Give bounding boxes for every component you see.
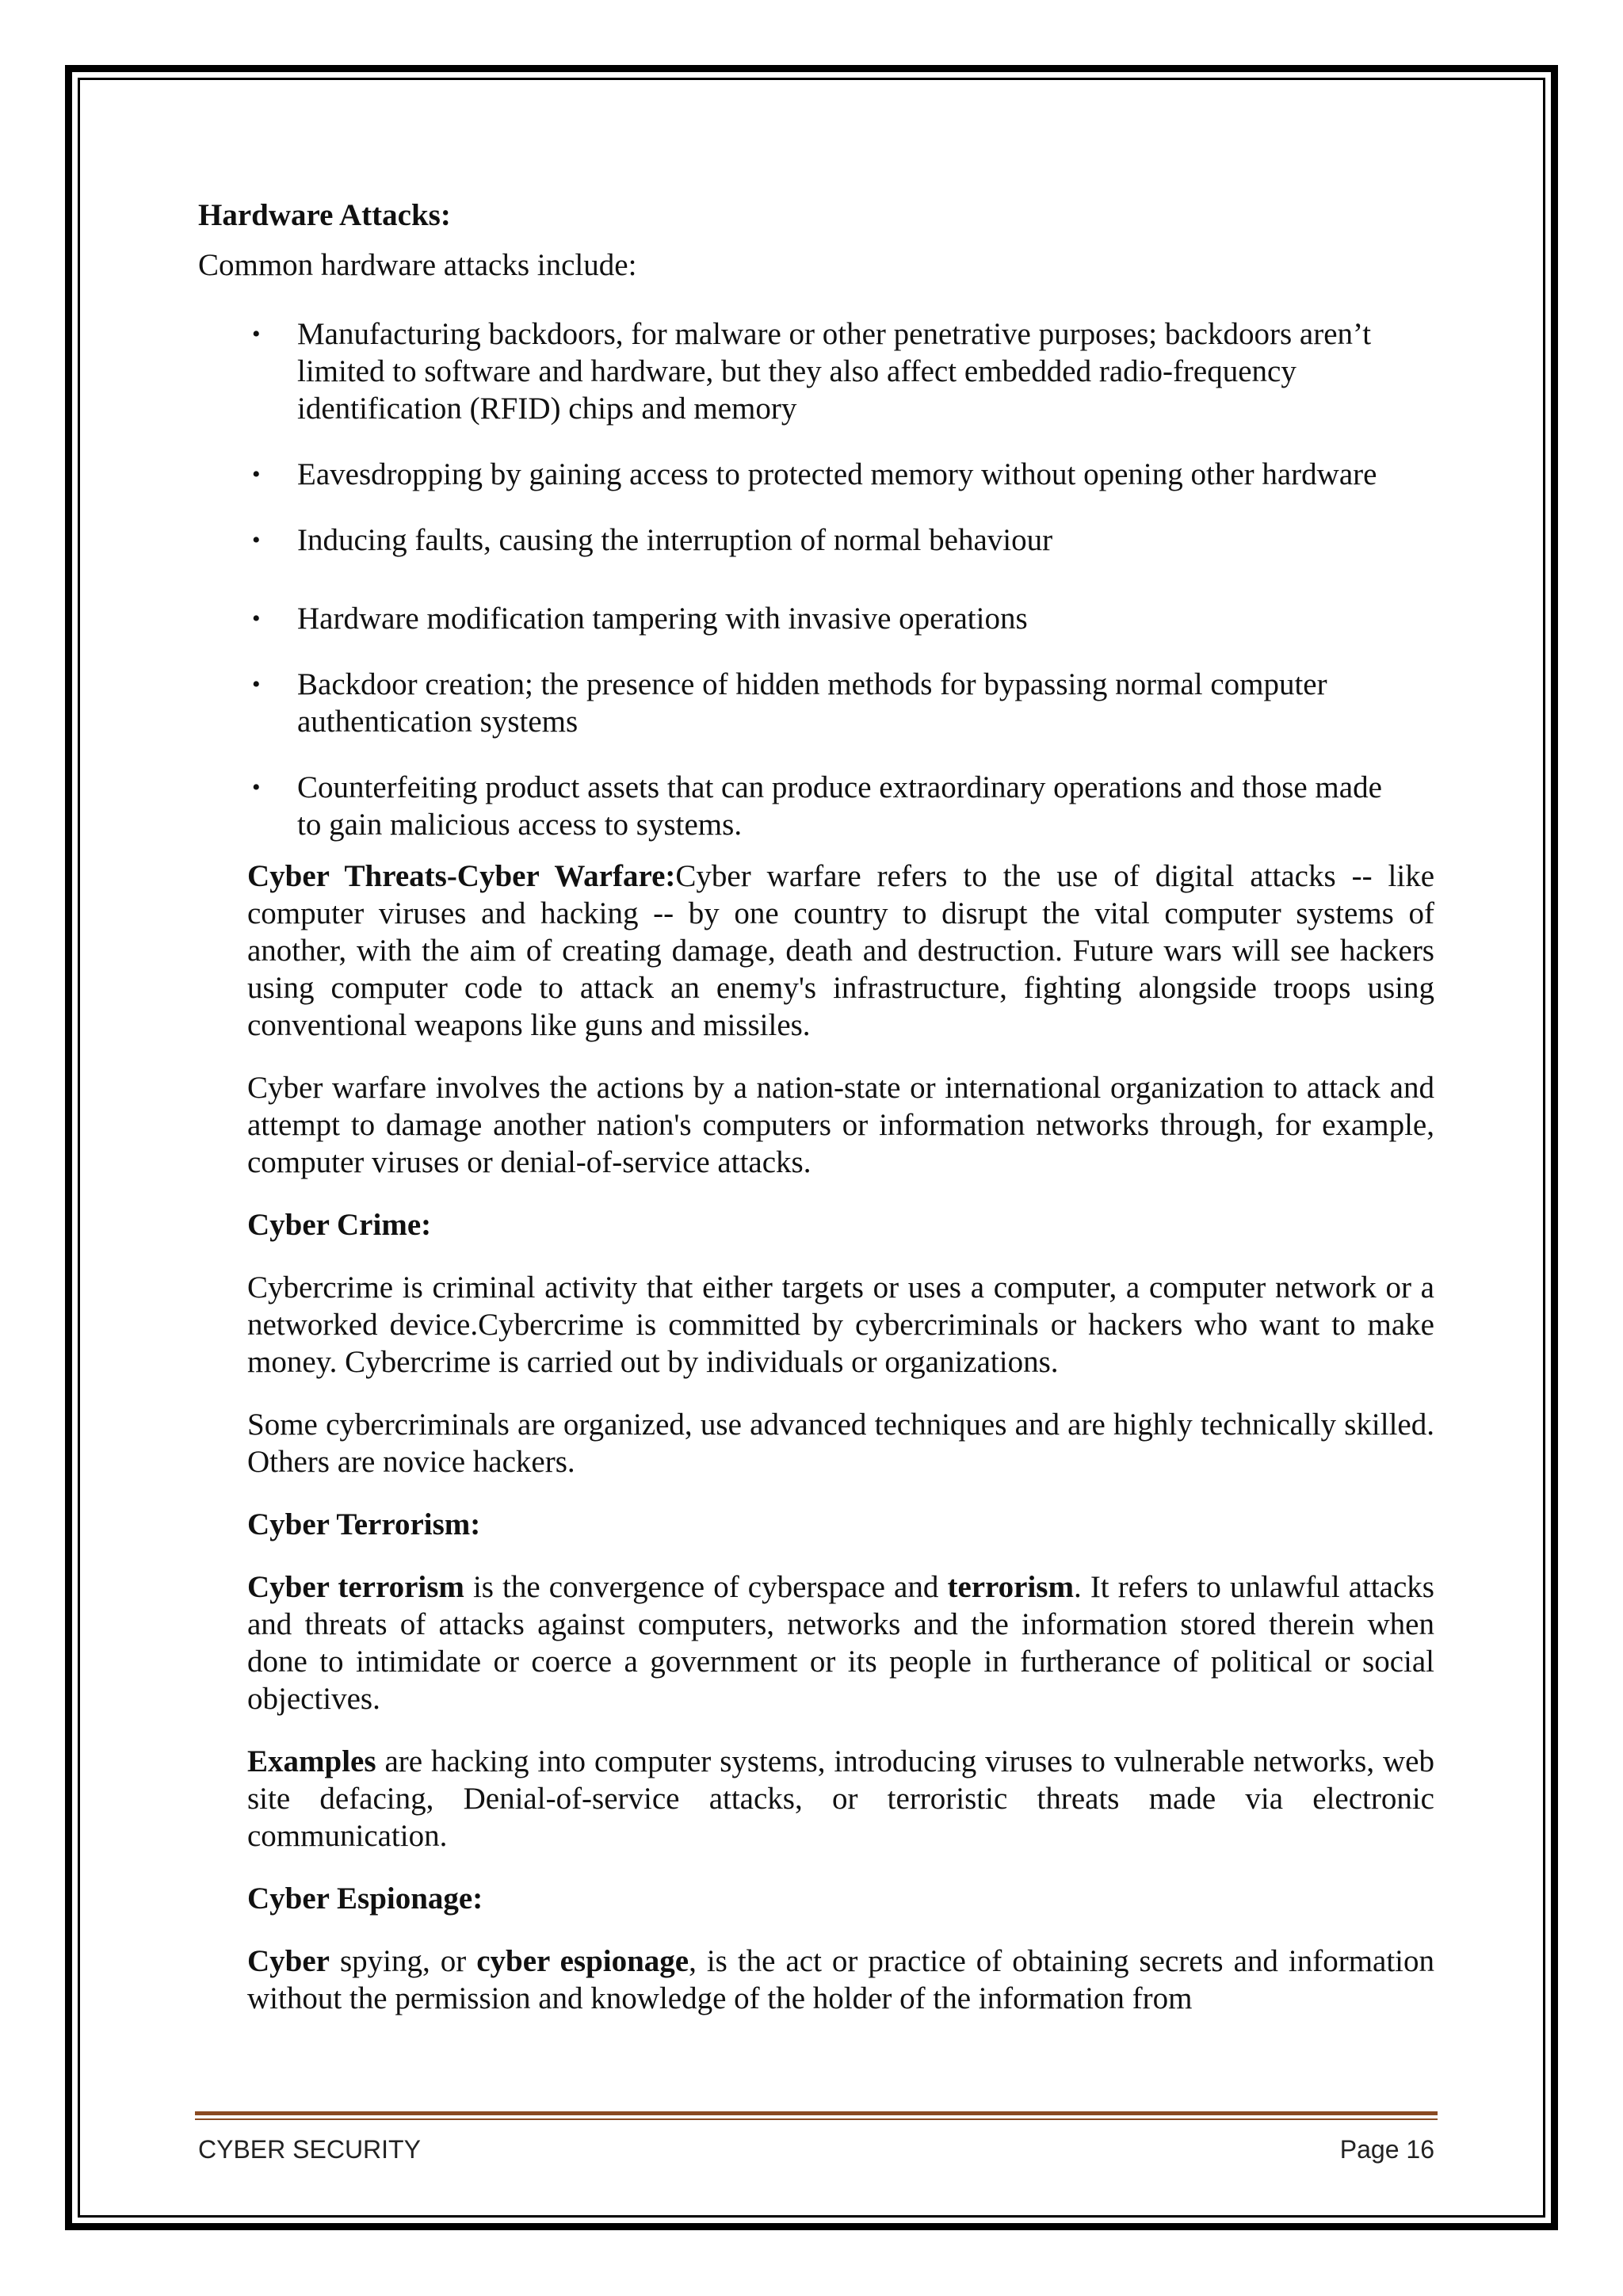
section-heading-cyber-crime: Cyber Crime: — [247, 1208, 432, 1242]
list-item: • Counterfeiting product assets that can produce extraordinary operations and those made to gain malicious access to systems. — [252, 770, 1382, 842]
footer-rule-thin — [195, 2118, 1438, 2120]
terrorism-paragraph-2: Examples are hacking into computer systems, introducing viruses to vulnerable networks, web site defacing, Denial-of-service attacks, or terroristic threats made via electronic communication. — [247, 1744, 1434, 1853]
bullet-icon: • — [252, 774, 261, 800]
list-item: • Manufacturing backdoors, for malware or other penetrative purposes; backdoors aren’t limited to software and hardware, but they also affect embedded radio-frequency identification (RFID) chips and memory — [252, 317, 1372, 426]
bullet-icon: • — [252, 606, 261, 632]
list-item: • Hardware modification tampering with invasive operations — [252, 602, 1028, 636]
intro-text: Common hardware attacks include: — [198, 248, 637, 282]
bullet-icon: • — [252, 321, 261, 347]
crime-paragraph-2: Some cybercriminals are organized, use advanced techniques and are highly technically skilled. Others are novice hackers. — [247, 1408, 1434, 1479]
footer-title: CYBER SECURITY — [198, 2135, 421, 2164]
hardware-attacks-list — [198, 315, 1434, 843]
warfare-paragraph-1: Cyber Threats-Cyber Warfare:Cyber warfare refers to the use of digital attacks -- like computer viruses and hacking -- by one country to disrupt the vital computer systems of another, with the aim of creating damage, death and destruction. Future wars will see hackers using computer code to attack an enemy's infrastructure, fighting alongside troops using conventional weapons like guns and missiles. — [247, 859, 1435, 1042]
body-block — [247, 858, 1434, 2017]
bullet-icon: • — [252, 461, 261, 487]
page-content — [198, 197, 1434, 2042]
espionage-paragraph-1: Cyber spying, or cyber espionage, is the act or practice of obtaining secrets and information without the permission and knowledge of the holder of the information from — [247, 1944, 1435, 2015]
bullet-icon: • — [252, 527, 261, 553]
list-item: • Eavesdropping by gaining access to protected memory without opening other hardware — [252, 457, 1377, 491]
section-heading-cyber-espionage: Cyber Espionage: — [247, 1881, 483, 1916]
crime-paragraph-1: Cybercrime is criminal activity that either targets or uses a computer, a computer network or a networked device.Cybercrime is committed by cybercriminals or hackers who want to make money. Cybercrime is carried out by individuals or organizations. — [247, 1270, 1434, 1379]
bullet-icon: • — [252, 671, 261, 697]
page-number: Page 16 — [1339, 2135, 1434, 2164]
warfare-title: Cyber Threats-Cyber Warfare: — [247, 859, 676, 893]
footer-rule-thick — [195, 2111, 1438, 2115]
list-item: • Backdoor creation; the presence of hidden methods for bypassing normal computer authentication systems — [252, 667, 1327, 739]
terrorism-paragraph-1: Cyber terrorism is the convergence of cyberspace and terrorism. It refers to unlawful attacks and threats of attacks against computers, networks and the information stored therein when done to intimidate or coerce a government or its people in furtherance of political or social objectives. — [247, 1570, 1434, 1716]
section-heading-cyber-terrorism: Cyber Terrorism: — [247, 1507, 481, 1541]
warfare-paragraph-2: Cyber warfare involves the actions by a nation-state or international organization to attack and attempt to damage another nation's computers or information networks through, for example, computer viruses or denial-of-service attacks. — [247, 1071, 1434, 1179]
list-item: • Inducing faults, causing the interruption of normal behaviour — [252, 523, 1053, 557]
section-heading-hardware-attacks: Hardware Attacks: — [198, 198, 451, 232]
